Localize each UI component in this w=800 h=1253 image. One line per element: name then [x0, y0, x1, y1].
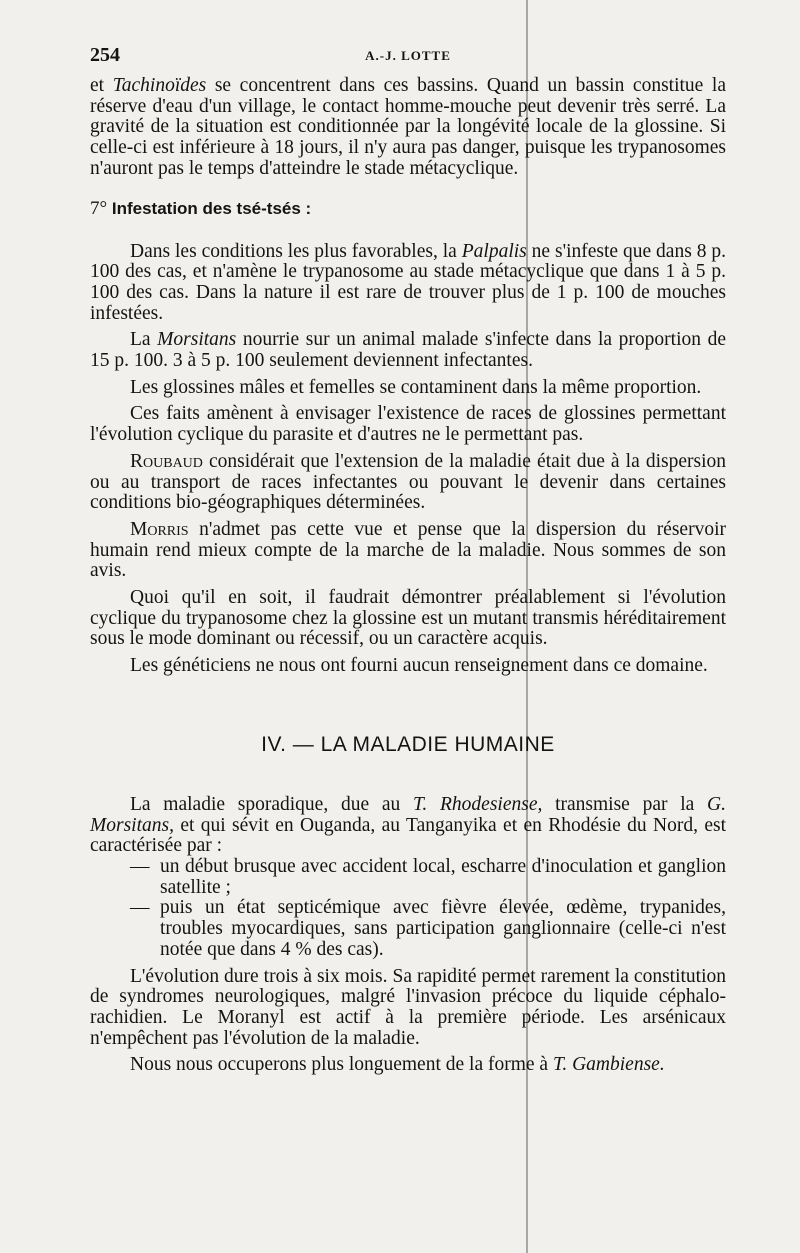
body-text [90, 76, 726, 1076]
paragraph-intro: et Tachinoïdes se concentrent dans ces bassins. Quand un bassin constitue la réserve d'eau d'un village, le contact homme-mouche peut devenir très serré. La gravité de la situation est conditionnée par la longévité locale de la glossine. Si celle-ci est inférieure à 18 jours, il n'y aura pas danger, puisque les trypanosomes n'auront pas le temps d'atteindre le stade métacyclique. [90, 75, 727, 179]
paragraph-evolution: Quoi qu'il en soit, il faudrait démontrer préalablement si l'évolution cyclique du trypanosome chez la glossine est un mutant transmis héréditairement sous le mode dominant ou récessif, ou un caractère acquis. [90, 587, 726, 650]
paragraph-glossines: Les glossines mâles et femelles se contaminent dans la même proportion. [130, 376, 702, 398]
paragraph-morsitans: La Morsitans nourrie sur un animal malade s'infecte dans la proportion de 15 p. 100. 3 à 5 p. 100 seulement deviennent infectantes. [90, 329, 726, 372]
paragraph-evolution-duree: L'évolution dure trois à six mois. Sa rapidité permet rarement la constitution de syndromes neurologiques, malgré l'invasion précoce du liquide céphalo-rachidien. Le Moranyl est actif à la première période. Les arsénicaux n'empêchent pas l'évolution de la maladie. [90, 965, 726, 1049]
paragraph-roubaud: Roubaud considérait que l'extension de la maladie était due à la dispersion ou au transport de races infectantes ou pouvant le devenir dans certaines conditions bio-géographiques déterminées. [90, 450, 726, 514]
page-number: 254 [90, 44, 120, 66]
paragraph-geneticiens: Les généticiens ne nous ont fourni aucun renseignement dans ce domaine. [130, 655, 708, 677]
author-name: Morris [130, 518, 189, 540]
species-name: Tachinoïdes [112, 75, 207, 96]
running-head [90, 44, 726, 68]
paragraph-palpalis: Dans les conditions les plus favorables, la Palpalis ne s'infeste que dans 8 p. 100 des cas, et n'amène le trypanosome au stade métacyclique que dans 1 à 5 p. 100 des cas. Dans la nature il est rare de trouver plus de 1 p. 100 de mouches infestées. [90, 240, 727, 324]
list-item: — puis un état septicémique avec fièvre élevée, œdème, trypanides, troubles myocardiques, sans participation ganglionnaire (celle-ci n'est notée que dans 4 % des cas). [130, 897, 726, 960]
paragraph-morris: Morris n'admet pas cette vue et pense que la dispersion du réservoir humain rend mieux compte de la marche de la maladie. Nous sommes de son avis. [90, 518, 726, 582]
author-header: A.-J. LOTTE [365, 48, 451, 63]
paragraph-gambiense: Nous nous occuperons plus longuement de la forme à T. Gambiense. [130, 1054, 665, 1076]
list-item: — un début brusque avec accident local, escharre d'inoculation et ganglion satellite ; [130, 855, 726, 898]
author-name: Roubaud [130, 450, 203, 472]
section-title: IV. — LA MALADIE HUMAINE [261, 732, 555, 756]
subsection-heading: 7° Infestation des tsé-tsés : [90, 197, 312, 219]
paragraph-rhodesiense: La maladie sporadique, due au T. Rhodesiense, transmise par la G. Morsitans, et qui sévit en Ouganda, au Tanganyika et en Rhodésie du Nord, est caractérisée par : [90, 793, 726, 857]
paragraph-races: Ces faits amènent à envisager l'existence de races de glossines permettant l'évolution cyclique du parasite et d'autres ne le permettant pas. [90, 403, 726, 446]
